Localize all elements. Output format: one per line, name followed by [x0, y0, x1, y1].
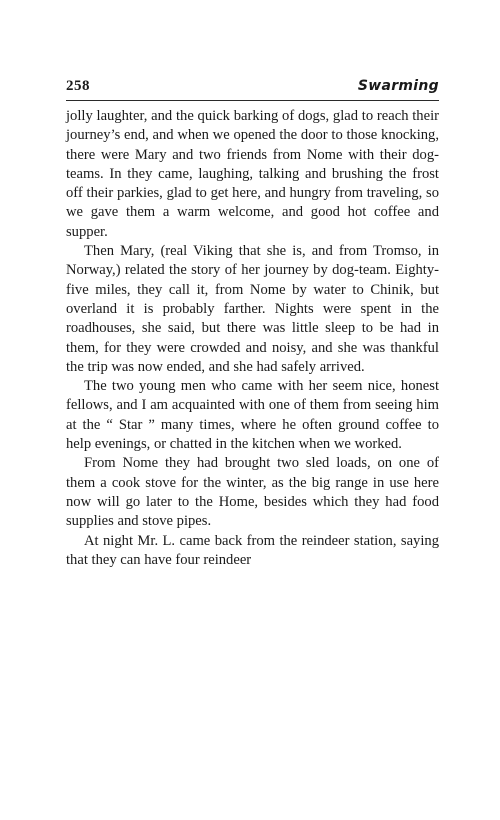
- body-text: [66, 107, 439, 570]
- book-page: [66, 78, 439, 570]
- page-header: [66, 78, 439, 101]
- paragraph: Then Mary, (real Viking that she is, and from Tromso, in Norway,) related the story of her journey by dog-team. Eighty-five miles, they call it, from Nome by water to Chinik, but overland it is probably farther. Nights were spent in the roadhouses, she said, but there was little sleep to be had in them, for they were crowded and noisy, and she was thankful the trip was now ended, and she had safely arrived.: [66, 243, 439, 375]
- paragraph: From Nome they had brought two sled loads, on one of them a cook stove for the winter, as the big range in use here now will go later to the Home, besides which they had food supplies and stove pipes.: [66, 455, 439, 530]
- page-number: 258: [66, 78, 90, 94]
- paragraph: The two young men who came with her seem nice, honest fellows, and I am acquainted with one of them from seeing him at the “ Star ” many times, where he often ground coffee to help evenings, or chatted in the kitchen when we worked.: [66, 378, 439, 453]
- paragraph: At night Mr. L. came back from the reindeer station, saying that they can have four reindeer: [66, 532, 439, 568]
- paragraph-continued: jolly laughter, and the quick barking of dogs, glad to reach their journey’s end, and when we opened the door to those knocking, there were Mary and two friends from Nome with their dog-teams. In they came, laughing, talking and brushing the frost off their parkies, glad to get here, and hungry from traveling, so we gave them a warm welcome, and good hot coffee and supper.: [66, 108, 439, 240]
- running-head: Swarming: [357, 78, 439, 94]
